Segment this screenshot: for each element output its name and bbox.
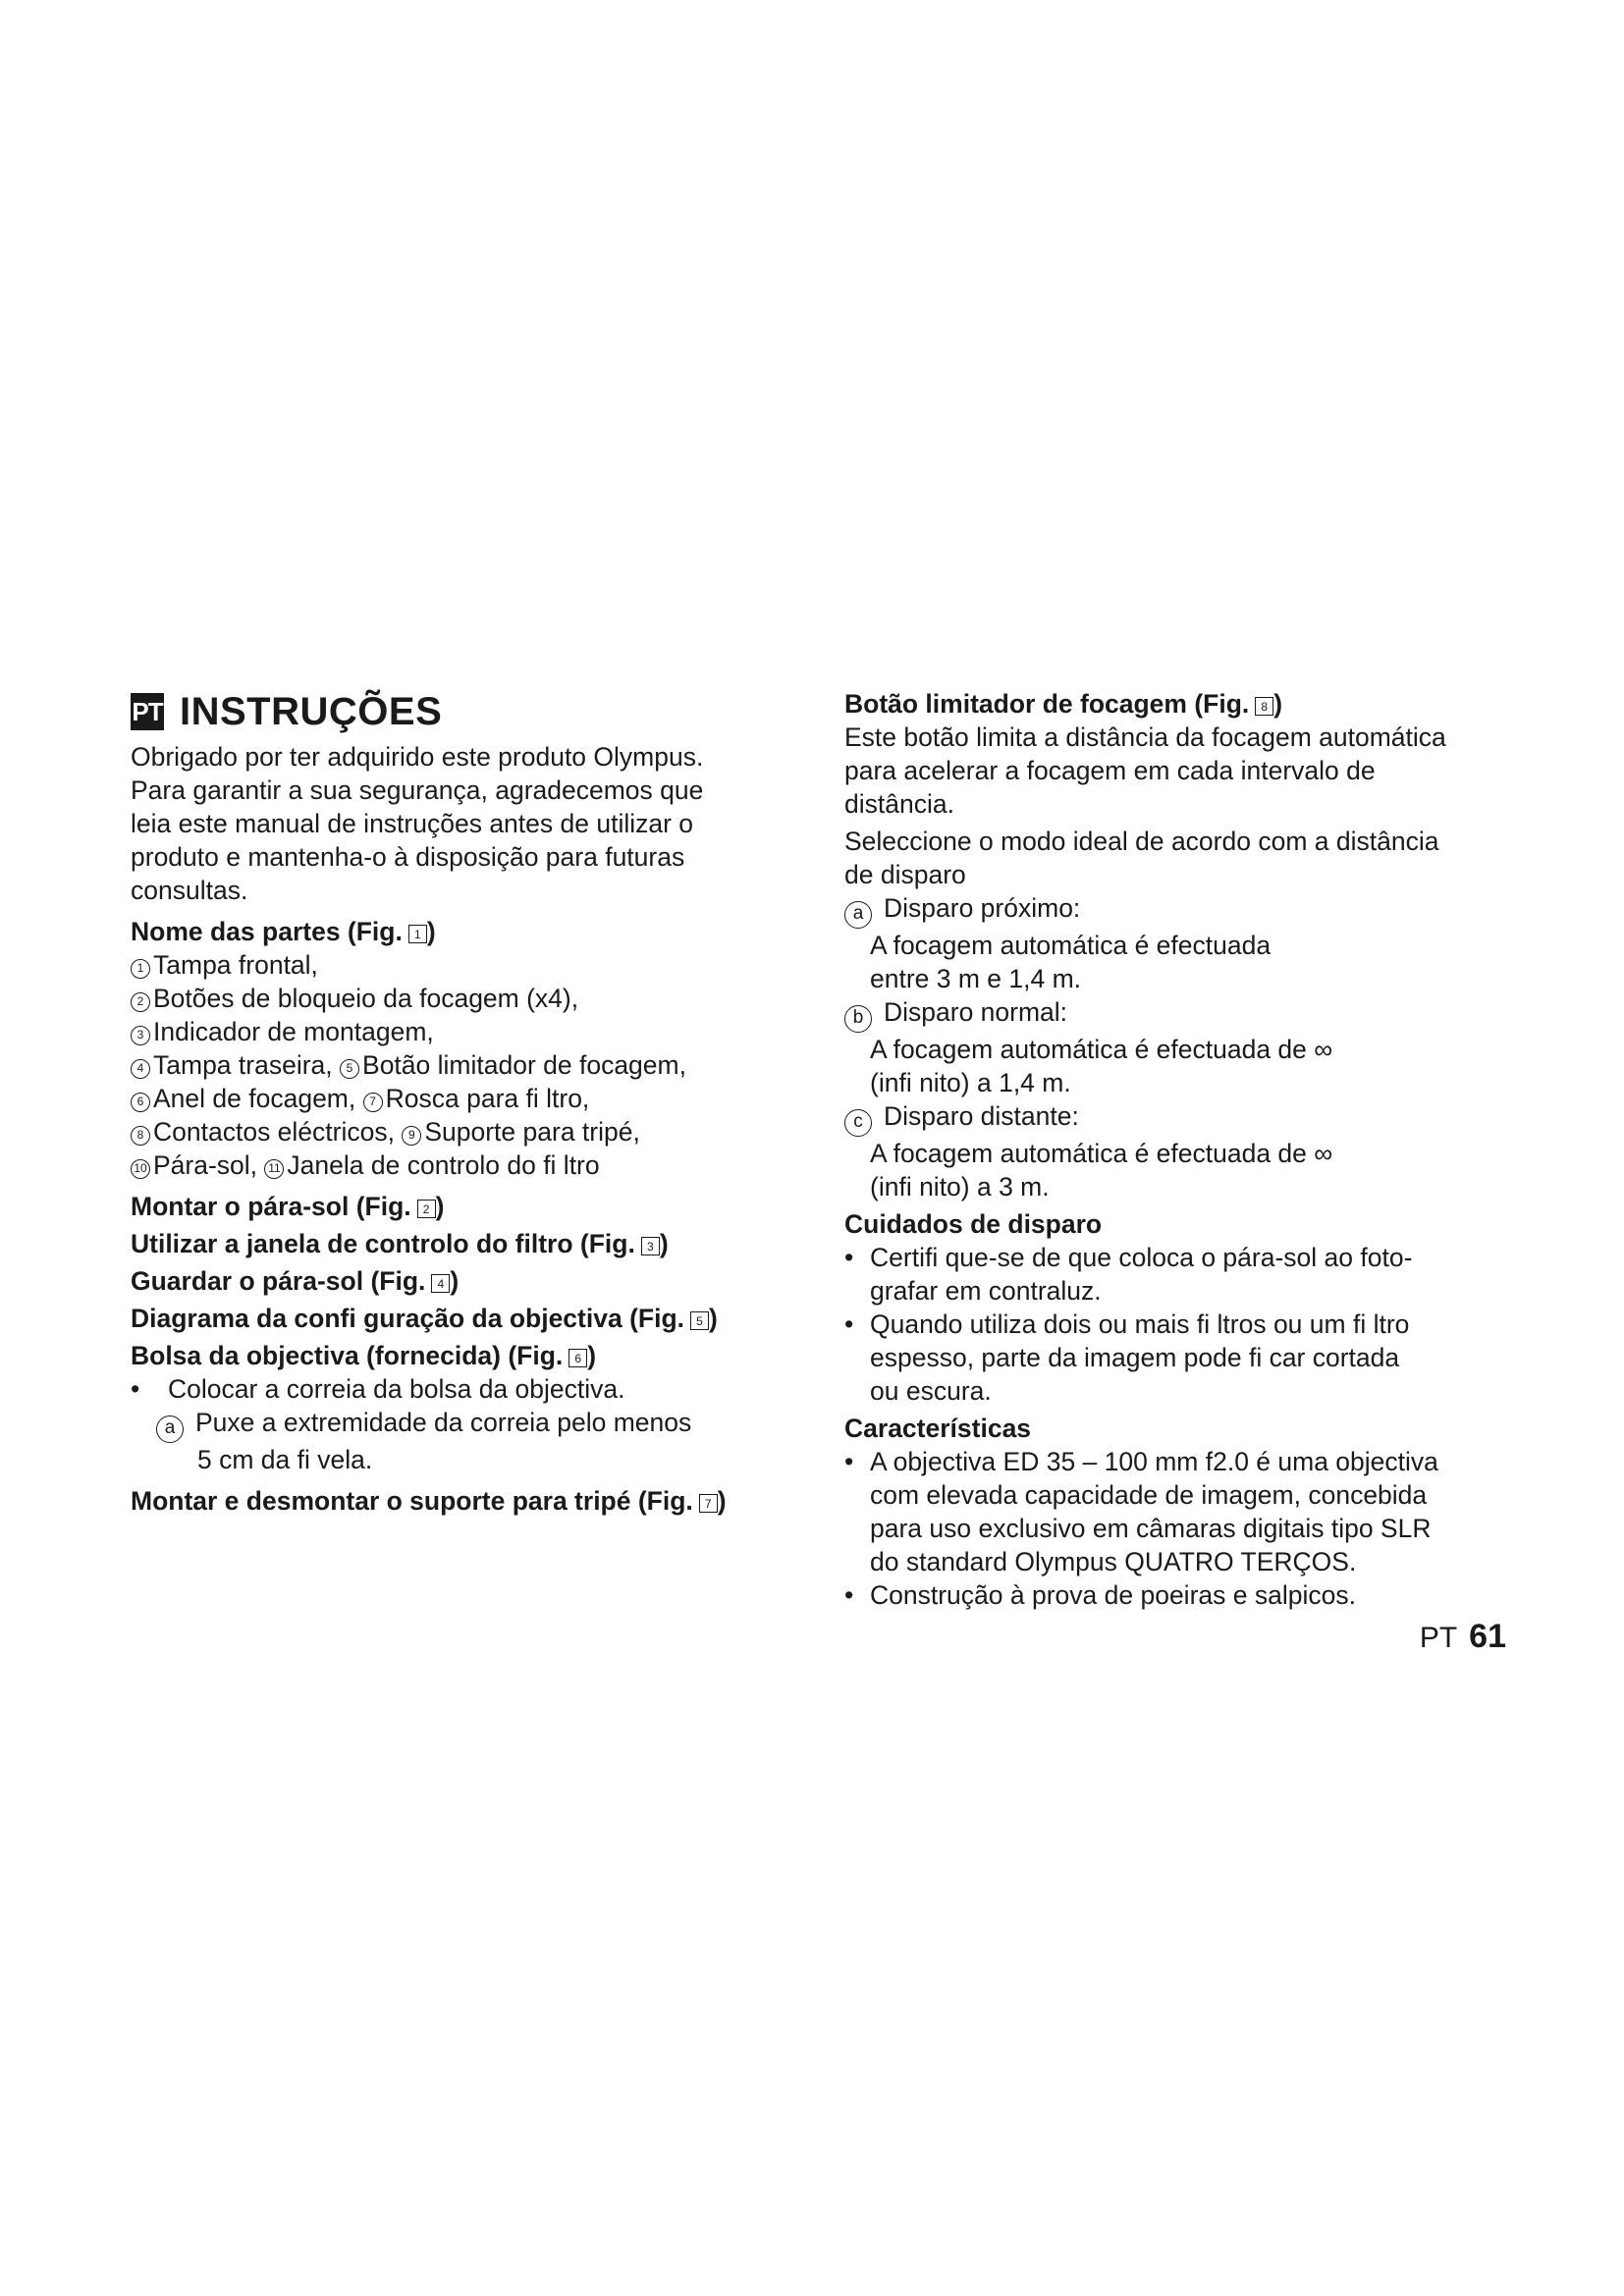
figure-ref: 4 xyxy=(431,1274,450,1293)
bag-sub-line: 5 cm da fi vela. xyxy=(197,1445,373,1474)
mode-close xyxy=(844,891,1512,995)
parts-list xyxy=(131,948,788,1182)
intro-paragraph xyxy=(131,740,788,907)
part-number: 1 xyxy=(131,959,150,979)
section-heading: Diagrama da confi guração da objectiva (Fig. 5 ) xyxy=(131,1304,718,1333)
bag-sub-line: a Puxe a extremidade da correia pelo menos xyxy=(156,1406,788,1443)
footer-language: PT xyxy=(1419,1622,1458,1654)
page-number: 61 xyxy=(1469,1618,1506,1655)
intro-line: leia este manual de instruções antes de utilizar o xyxy=(131,809,694,838)
parts-line: 4 Tampa traseira, 5 Botão limitador de focagem, xyxy=(131,1048,788,1082)
part-number: 9 xyxy=(402,1126,421,1146)
section-heading: Utilizar a janela de controlo do filtro (Fig. 3 ) xyxy=(131,1229,669,1258)
figure-ref: 2 xyxy=(417,1200,436,1218)
bag-heading: Bolsa da objectiva (fornecida) (Fig. 6 ) xyxy=(131,1341,597,1370)
care-bullet xyxy=(844,1241,1512,1308)
page-title: INSTRUÇÕES xyxy=(180,689,443,733)
figure-ref: 5 xyxy=(690,1311,709,1330)
mode-normal xyxy=(844,995,1512,1099)
feature-line: para uso exclusivo em câmaras digitais tipo SLR xyxy=(870,1514,1432,1543)
care-line: Quando utiliza dois ou mais fi ltros ou um fi ltro xyxy=(870,1309,1410,1339)
section-heading: Montar o pára-sol (Fig. 2 ) xyxy=(131,1192,445,1221)
feature-line: Construção à prova de poeiras e salpicos. xyxy=(870,1580,1356,1610)
mode-desc: entre 3 m e 1,4 m. xyxy=(870,964,1082,993)
mode-marker: c xyxy=(844,1109,872,1137)
feature-line: do standard Olympus QUATRO TERÇOS. xyxy=(870,1547,1357,1576)
part-number: 5 xyxy=(340,1059,359,1079)
page-footer xyxy=(1420,1618,1506,1656)
intro-line: Obrigado por ter adquirido este produto Olympus. xyxy=(131,742,704,772)
part-number: 3 xyxy=(131,1026,150,1045)
features-heading: Características xyxy=(844,1414,1032,1443)
figure-ref: 6 xyxy=(568,1349,587,1367)
bullet-dot: • xyxy=(131,1374,140,1404)
limiter-line: distância. xyxy=(844,789,954,819)
feature-line: com elevada capacidade de imagem, concebida xyxy=(870,1480,1428,1510)
language-badge: PT xyxy=(131,693,164,730)
bag-bullet-text: Colocar a correia da bolsa da objectiva. xyxy=(168,1374,625,1404)
figure-ref: 7 xyxy=(699,1494,718,1513)
figure-ref: 3 xyxy=(641,1237,660,1255)
section-heading: Guardar o pára-sol (Fig. 4 ) xyxy=(131,1266,460,1296)
mode-label: a Disparo próximo: xyxy=(844,891,1512,929)
intro-line: consultas. xyxy=(131,876,248,905)
mode-desc: A focagem automática é efectuada xyxy=(870,931,1272,960)
figure-ref: 8 xyxy=(1255,697,1273,716)
bullet-dot: • xyxy=(844,1580,854,1610)
feature-bullet xyxy=(844,1578,1512,1612)
parts-line: 2 Botões de bloqueio da focagem (x4), xyxy=(131,982,788,1015)
feature-line: A objectiva ED 35 – 100 mm f2.0 é uma objectiva xyxy=(870,1447,1438,1476)
intro-line: Para garantir a sua segurança, agradecemos que xyxy=(131,775,704,805)
care-line: grafar em contraluz. xyxy=(870,1276,1102,1306)
parts-heading: Nome das partes (Fig. 1 ) xyxy=(131,917,436,946)
mode-marker: a xyxy=(844,901,872,929)
bullet-dot: • xyxy=(844,1309,854,1339)
limiter-heading: Botão limitador de focagem (Fig. 8 ) xyxy=(844,689,1283,719)
intro-line: produto e mantenha-o à disposição para futuras xyxy=(131,842,685,872)
part-number: 10 xyxy=(131,1159,150,1179)
limiter-line: Seleccione o modo ideal de acordo com a distância xyxy=(844,827,1439,856)
mode-label: b Disparo normal: xyxy=(844,995,1512,1033)
part-number: 6 xyxy=(131,1093,150,1112)
step-marker: a xyxy=(156,1415,184,1443)
part-number: 2 xyxy=(131,992,150,1012)
limiter-line: para acelerar a focagem em cada intervalo de xyxy=(844,756,1376,785)
part-number: 11 xyxy=(264,1159,284,1179)
bag-bullet xyxy=(131,1372,788,1406)
mode-desc: A focagem automática é efectuada de ∞ xyxy=(870,1139,1333,1168)
parts-line: 10 Pára-sol, 11 Janela de controlo do fi ltro xyxy=(131,1148,788,1182)
bullet-dot: • xyxy=(844,1243,854,1272)
mode-distant xyxy=(844,1099,1512,1203)
bullet-dot: • xyxy=(844,1447,854,1476)
care-bullet xyxy=(844,1308,1512,1408)
mode-desc: (infi nito) a 1,4 m. xyxy=(870,1068,1071,1097)
care-line: espesso, parte da imagem pode fi car cortada xyxy=(870,1343,1400,1372)
limiter-line: Este botão limita a distância da focagem automática xyxy=(844,722,1446,752)
right-column xyxy=(844,687,1512,1612)
left-column xyxy=(131,687,788,1518)
figure-ref: 1 xyxy=(408,925,427,943)
part-number: 4 xyxy=(131,1059,150,1079)
tripod-heading: Montar e desmontar o suporte para tripé (Fig. 7 ) xyxy=(131,1486,727,1516)
title-row xyxy=(131,687,788,736)
mode-marker: b xyxy=(844,1005,872,1033)
care-line: ou escura. xyxy=(870,1376,992,1406)
part-number: 8 xyxy=(131,1126,150,1146)
parts-line: 6 Anel de focagem, 7 Rosca para fi ltro, xyxy=(131,1082,788,1115)
parts-line: 1 Tampa frontal, xyxy=(131,948,788,982)
part-number: 7 xyxy=(363,1093,383,1112)
feature-bullet xyxy=(844,1445,1512,1578)
care-heading: Cuidados de disparo xyxy=(844,1209,1103,1239)
parts-line: 8 Contactos eléctricos, 9 Suporte para tripé, xyxy=(131,1115,788,1148)
mode-desc: (infi nito) a 3 m. xyxy=(870,1172,1050,1201)
limiter-line: de disparo xyxy=(844,860,966,889)
mode-desc: A focagem automática é efectuada de ∞ xyxy=(870,1035,1333,1064)
bag-sub-step xyxy=(131,1406,788,1476)
mode-label: c Disparo distante: xyxy=(844,1099,1512,1137)
parts-line: 3 Indicador de montagem, xyxy=(131,1015,788,1048)
care-line: Certifi que-se de que coloca o pára-sol ao foto- xyxy=(870,1243,1413,1272)
